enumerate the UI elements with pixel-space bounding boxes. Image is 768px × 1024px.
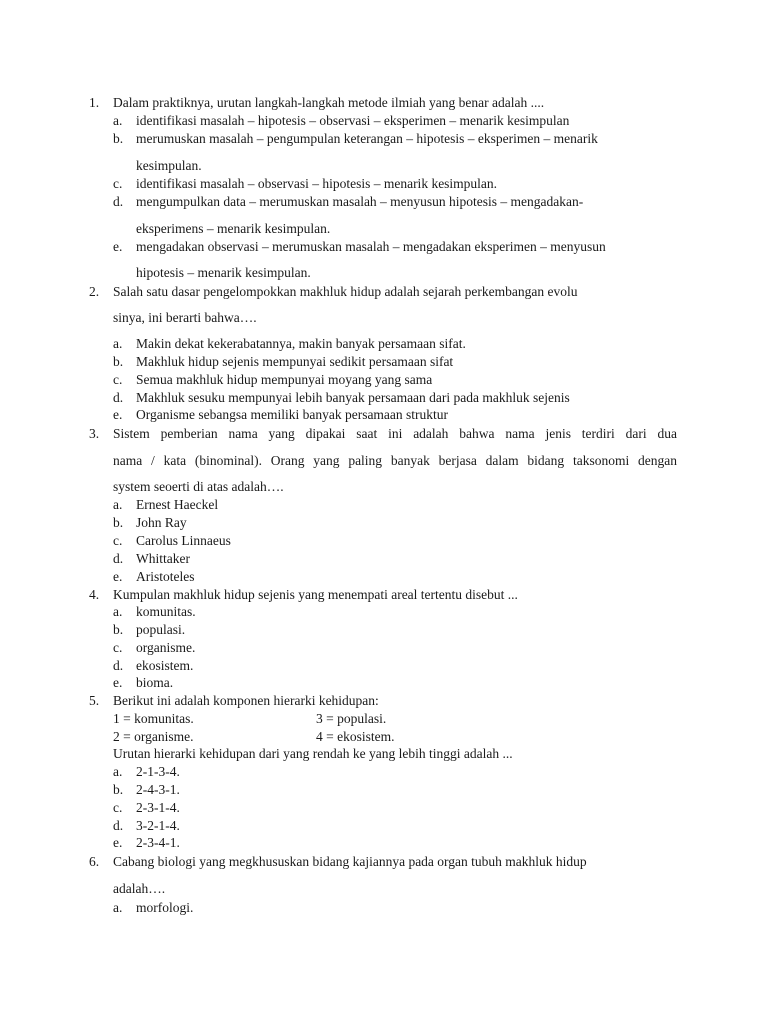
option-text: Carolus Linnaeus: [136, 533, 231, 548]
option-letter: b.: [113, 354, 124, 369]
option-text: Makhluk hidup sejenis mempunyai sedikit persamaan sifat: [136, 354, 454, 369]
option-text: John Ray: [136, 515, 187, 530]
option-letter: c.: [113, 533, 123, 548]
hierarchy-component: 3 = populasi.: [316, 711, 387, 726]
option-text: 2-3-1-4.: [136, 800, 180, 815]
option-text: identifikasi masalah – hipotesis – observasi – eksperimen – menarik kesimpulan: [136, 113, 570, 128]
question-number: 1.: [89, 95, 100, 110]
question-text: Salah satu dasar pengelompokkan makhluk hidup adalah sejarah perkembangan evolu: [113, 284, 578, 299]
option-text: Aristoteles: [136, 569, 195, 584]
option-text: komunitas.: [136, 604, 196, 619]
option-letter: e.: [113, 675, 123, 690]
option-text: Whittaker: [136, 551, 190, 566]
option-letter: d.: [113, 194, 124, 209]
question-text: Cabang biologi yang megkhususkan bidang kajiannya pada organ tubuh makhluk hidup: [113, 854, 587, 869]
hierarchy-component: 1 = komunitas.: [113, 711, 194, 726]
subquestion-text: Urutan hierarki kehidupan dari yang rendah ke yang lebih tinggi adalah ...: [113, 746, 513, 761]
option-text: ekosistem.: [136, 658, 194, 673]
option-text: bioma.: [136, 675, 174, 690]
question-number: 5.: [89, 693, 100, 708]
option-letter: a.: [113, 900, 123, 915]
option-text: mengumpulkan data – merumuskan masalah – menyusun hipotesis – mengadakan-: [136, 194, 584, 209]
option-text: mengadakan observasi – merumuskan masalah – mengadakan eksperimen – menyusun: [136, 239, 606, 254]
option-letter: e.: [113, 239, 123, 254]
hierarchy-component: 4 = ekosistem.: [316, 729, 395, 744]
option-letter: d.: [113, 658, 124, 673]
option-letter: a.: [113, 497, 123, 512]
option-continuation: kesimpulan.: [136, 158, 202, 173]
option-text: Makin dekat kekerabatannya, makin banyak persamaan sifat.: [136, 336, 466, 351]
option-text: merumuskan masalah – pengumpulan keterangan – hipotesis – eksperimen – menarik: [136, 131, 598, 146]
option-letter: d.: [113, 390, 124, 405]
question-text: Sistem pemberian nama yang dipakai saat ini adalah bahwa nama jenis terdiri dari dua: [113, 426, 677, 441]
option-letter: a.: [113, 113, 123, 128]
option-letter: b.: [113, 622, 124, 637]
option-text: morfologi.: [136, 900, 194, 915]
option-letter: a.: [113, 764, 123, 779]
question-text-line-2: nama / kata (binominal). Orang yang paling banyak berjasa dalam bidang taksonomi dengan: [113, 453, 677, 468]
option-letter: c.: [113, 640, 123, 655]
option-letter: c.: [113, 372, 123, 387]
option-text: 2-4-3-1.: [136, 782, 180, 797]
option-letter: b.: [113, 131, 124, 146]
question-number: 6.: [89, 854, 100, 869]
option-text: 3-2-1-4.: [136, 818, 180, 833]
question-text: Berikut ini adalah komponen hierarki kehidupan:: [113, 693, 379, 708]
question-number: 3.: [89, 426, 100, 441]
option-text: Ernest Haeckel: [136, 497, 219, 512]
question-text: Dalam praktiknya, urutan langkah-langkah metode ilmiah yang benar adalah ....: [113, 95, 545, 110]
option-letter: c.: [113, 176, 123, 191]
option-text: Semua makhluk hidup mempunyai moyang yang sama: [136, 372, 433, 387]
option-letter: c.: [113, 800, 123, 815]
option-letter: a.: [113, 604, 123, 619]
question-number: 2.: [89, 284, 100, 299]
option-text: Organisme sebangsa memiliki banyak persamaan struktur: [136, 407, 449, 422]
option-letter: d.: [113, 551, 124, 566]
option-text: organisme.: [136, 640, 196, 655]
option-letter: b.: [113, 782, 124, 797]
option-letter: a.: [113, 336, 123, 351]
option-letter: e.: [113, 407, 123, 422]
option-letter: b.: [113, 515, 124, 530]
option-text: Makhluk sesuku mempunyai lebih banyak persamaan dari pada makhluk sejenis: [136, 390, 570, 405]
option-text: 2-1-3-4.: [136, 764, 180, 779]
hierarchy-component: 2 = organisme.: [113, 729, 194, 744]
question-text-continuation: sinya, ini berarti bahwa….: [113, 310, 257, 325]
question-text: Kumpulan makhluk hidup sejenis yang menempati areal tertentu disebut ...: [113, 587, 518, 602]
question-text-line-3: system seoerti di atas adalah….: [113, 479, 284, 494]
option-text: identifikasi masalah – observasi – hipotesis – menarik kesimpulan.: [136, 176, 498, 191]
option-letter: e.: [113, 835, 123, 850]
option-text: 2-3-4-1.: [136, 835, 180, 850]
option-letter: e.: [113, 569, 123, 584]
question-number: 4.: [89, 587, 100, 602]
option-continuation: eksperimens – menarik kesimpulan.: [136, 221, 331, 236]
question-text-continuation: adalah….: [113, 881, 166, 896]
option-text: populasi.: [136, 622, 186, 637]
option-continuation: hipotesis – menarik kesimpulan.: [136, 265, 311, 280]
option-letter: d.: [113, 818, 124, 833]
